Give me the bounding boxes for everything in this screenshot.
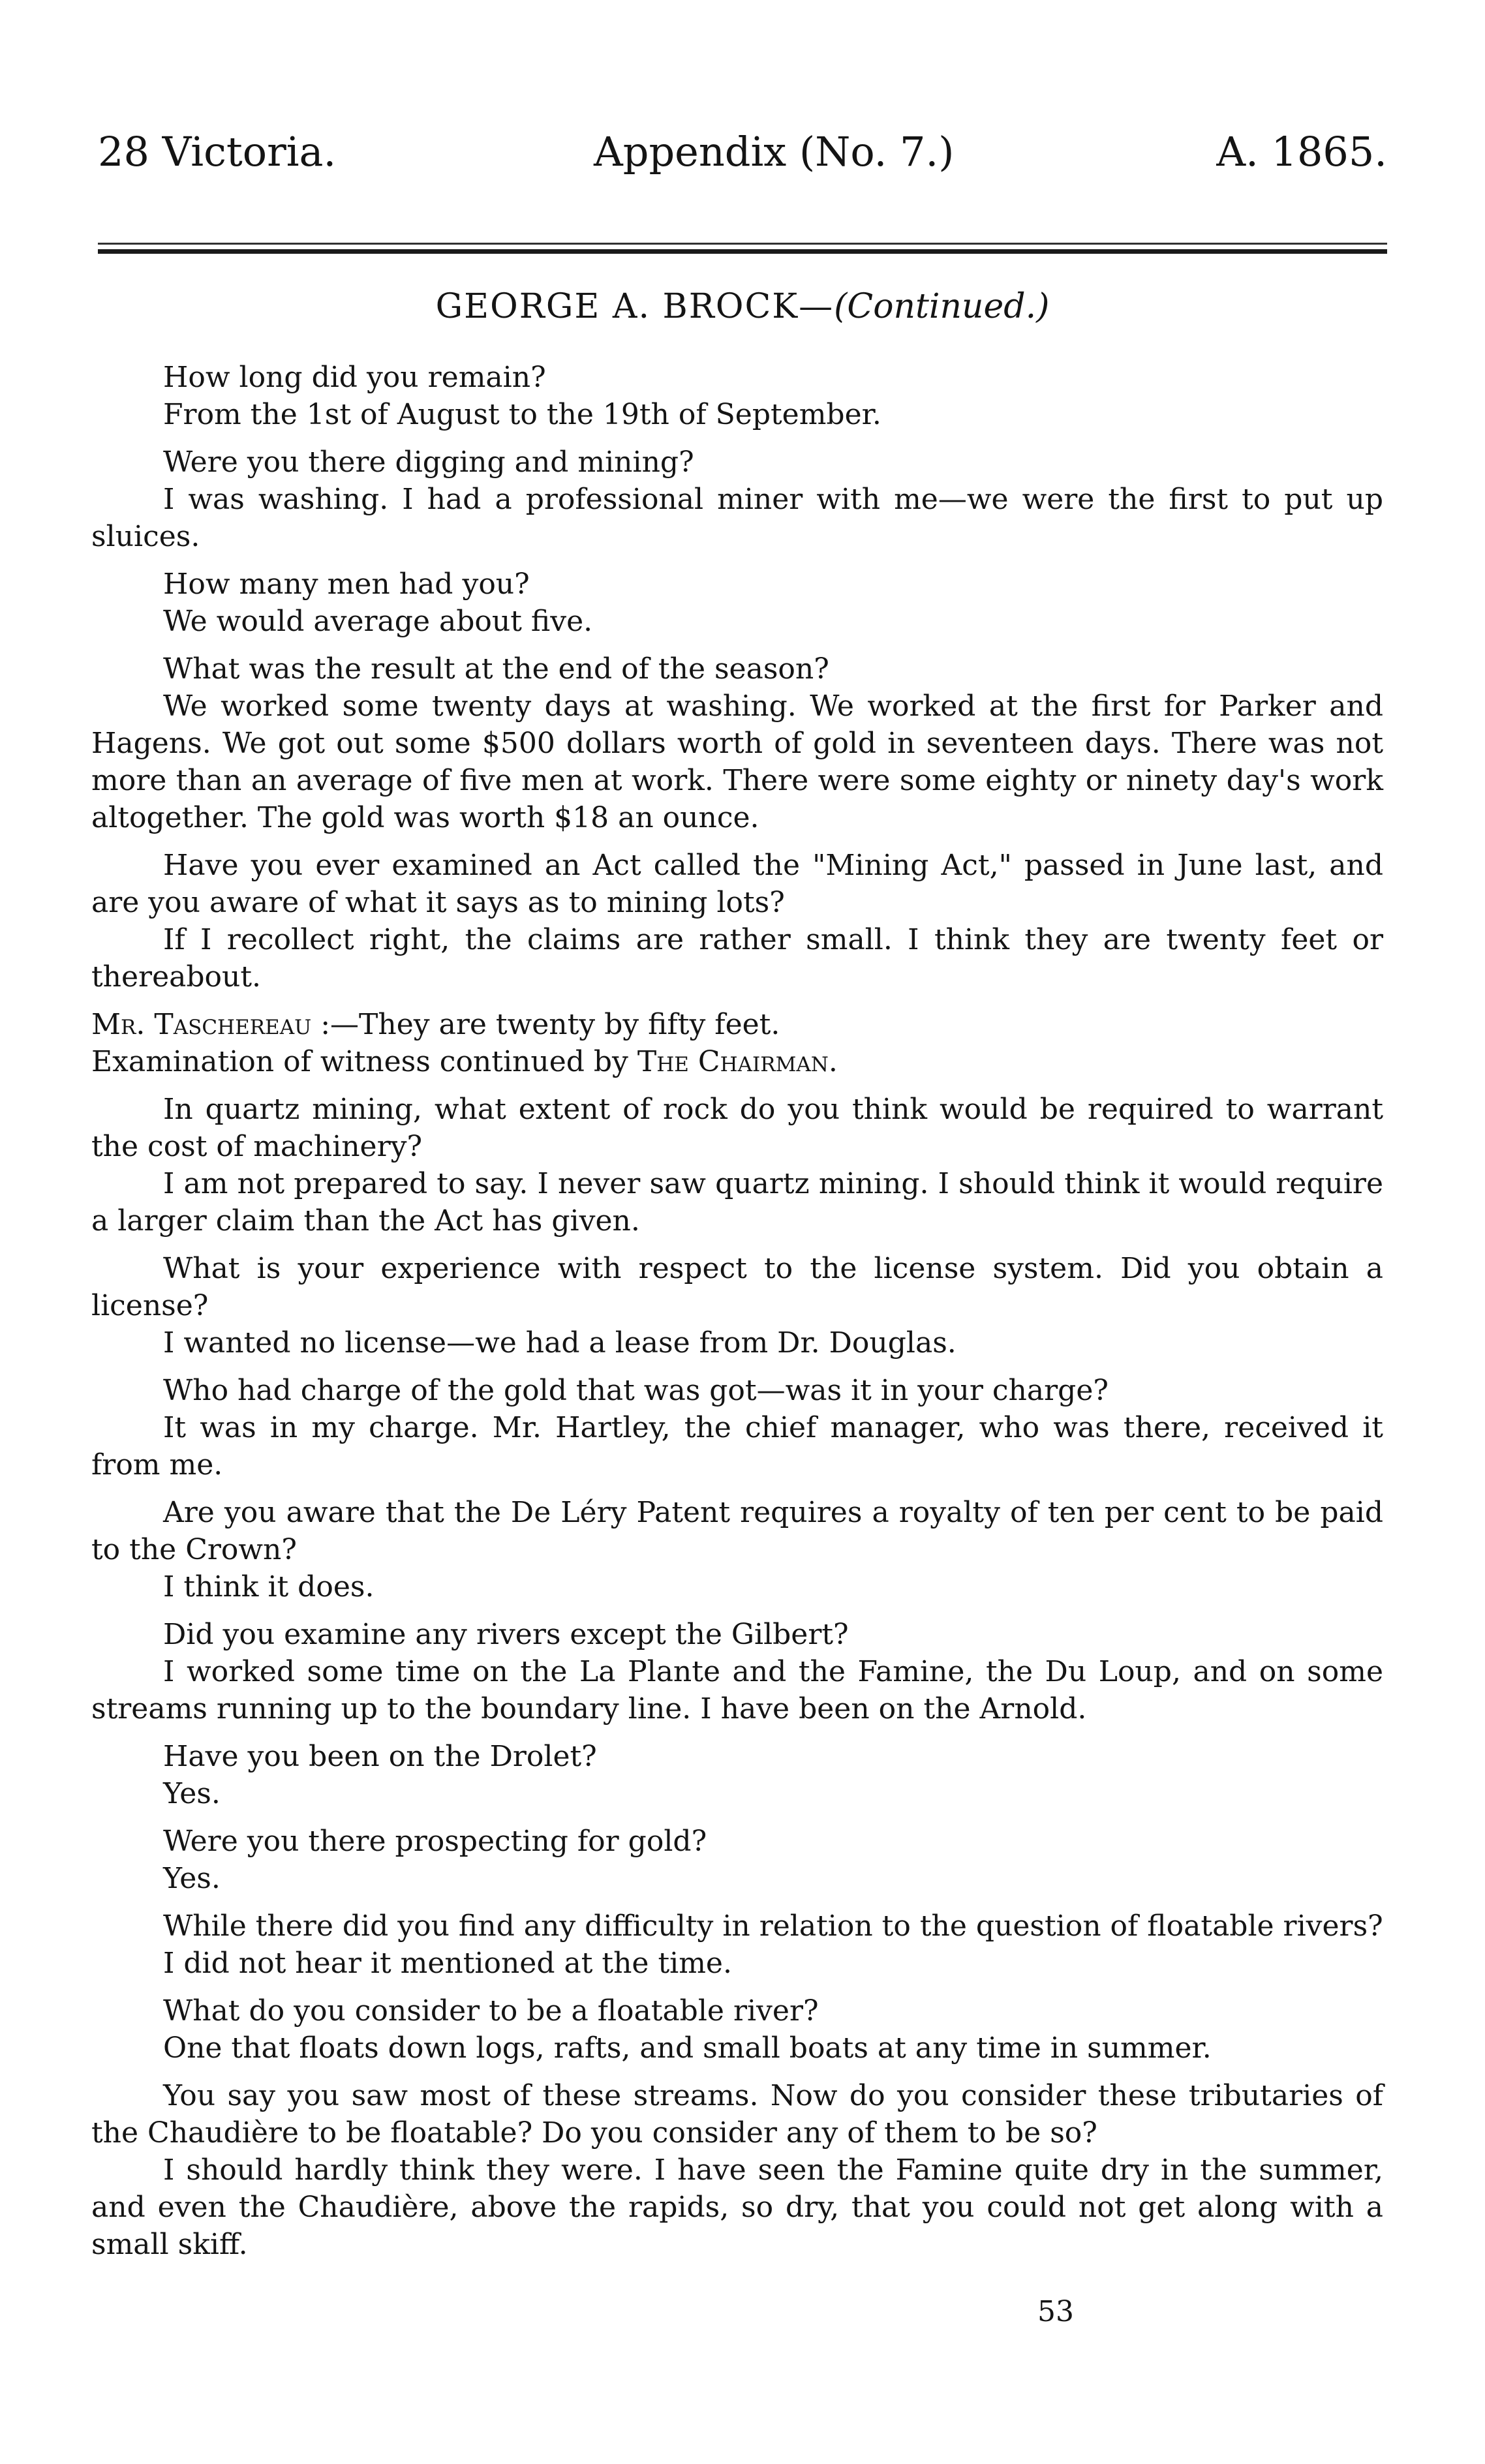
examination-note (91, 1043, 1383, 1080)
answer: I was washing. I had a professional miner with me—we were the first to put up sluices. (91, 483, 1383, 553)
header-appendix: Appendix (No. 7.) (594, 128, 955, 175)
question: What was the result at the end of the season? (163, 652, 829, 686)
question: Who had charge of the gold that was got—was it in your charge? (163, 1374, 1109, 1407)
question: Were you there prospecting for gold? (163, 1825, 707, 1858)
answer: I wanted no license—we had a lease from Dr. Douglas. (163, 1326, 957, 1360)
interjection-text: :—They are twenty by fifty feet. (311, 1008, 780, 1041)
qa-pair (91, 1372, 1383, 1483)
question: In quartz mining, what extent of rock do you think would be required to warrant the cost of machinery? (91, 1093, 1383, 1163)
interjection-speaker: Mr. Taschereau (91, 1008, 312, 1041)
question: How many men had you? (163, 568, 530, 601)
header-year: A. 1865. (1216, 128, 1387, 175)
witness-name: GEORGE A. BROCK— (435, 287, 834, 326)
question: Were you there digging and mining? (163, 446, 694, 479)
answer: We worked some twenty days at washing. We worked at the first for Parker and Hagens. We got out some $500 dollars worth of gold in seventeen days. There was not more than an average of five men at work. There were some eighty or ninety day's work altogether. The gold was worth $18 an ounce. (91, 690, 1383, 834)
qa-pair (91, 359, 1383, 433)
answer: I think it does. (163, 1570, 375, 1604)
testimony-body (91, 359, 1383, 2274)
question: Are you aware that the De Léry Patent requires a royalty of ten per cent to be paid to the Crown? (91, 1496, 1383, 1566)
answer: I did not hear it mentioned at the time. (163, 1947, 732, 1980)
qa-pair (91, 1823, 1383, 1897)
qa-pair (91, 444, 1383, 555)
question: Have you ever examined an Act called the "Mining Act," passed in June last, and are you aware of what it says as to mining lots? (91, 849, 1383, 919)
qa-pair (91, 566, 1383, 640)
answer: From the 1st of August to the 19th of September. (163, 398, 881, 431)
qa-pair (91, 1250, 1383, 1361)
answer: One that floats down logs, rafts, and small boats at any time in summer. (163, 2031, 1212, 2065)
header-rule-thin (98, 243, 1387, 245)
answer: If I recollect right, the claims are rather small. I think they are twenty feet or thereabout. (91, 923, 1383, 994)
examination-by: The Chairman. (637, 1045, 838, 1078)
question: What is your experience with respect to the license system. Did you obtain a license? (91, 1252, 1383, 1322)
qa-pair (91, 1738, 1383, 1812)
qa-pair (91, 1992, 1383, 2067)
question: What do you consider to be a floatable river? (163, 1994, 819, 2028)
qa-pair (91, 847, 1383, 996)
qa-pair (91, 2077, 1383, 2263)
page-number: 53 (1037, 2295, 1074, 2328)
answer: We would average about five. (163, 605, 593, 638)
question: How long did you remain? (163, 361, 546, 394)
answer: Yes. (163, 1862, 221, 1895)
answer: Yes. (163, 1777, 221, 1810)
witness-continued: (Continued.) (834, 287, 1050, 326)
question: Have you been on the Drolet? (163, 1740, 597, 1773)
answer: I should hardly think they were. I have seen the Famine quite dry in the summer, and even the Chaudière, above the rapids, so dry, that you could not get along with a small skiff. (91, 2153, 1383, 2261)
qa-pair (91, 1908, 1383, 1982)
question: Did you examine any rivers except the Gilbert? (163, 1618, 849, 1651)
qa-pair (91, 650, 1383, 836)
interjection (91, 1006, 1383, 1080)
answer: It was in my charge. Mr. Hartley, the chief manager, who was there, received it from me. (91, 1411, 1383, 1482)
qa-pair (91, 1091, 1383, 1240)
running-header (98, 128, 1387, 200)
header-session: 28 Victoria. (98, 128, 337, 175)
header-rule-thick (98, 249, 1387, 254)
qa-pair (91, 1616, 1383, 1727)
answer: I am not prepared to say. I never saw quartz mining. I should think it would require a larger claim than the Act has given. (91, 1167, 1383, 1238)
interjection-line (91, 1006, 1383, 1043)
qa-pair (91, 1494, 1383, 1605)
answer: I worked some time on the La Plante and the Famine, the Du Loup, and on some streams running up to the boundary line. I have been on the Arnold. (91, 1655, 1383, 1726)
question: You say you saw most of these streams. Now do you consider these tributaries of the Chaudière to be floatable? Do you consider any of them to be so? (91, 2079, 1383, 2150)
examination-prefix: Examination of witness continued by (91, 1045, 637, 1078)
question: While there did you find any difficulty in relation to the question of floatable rivers? (163, 1909, 1383, 1943)
witness-heading (0, 287, 1485, 326)
